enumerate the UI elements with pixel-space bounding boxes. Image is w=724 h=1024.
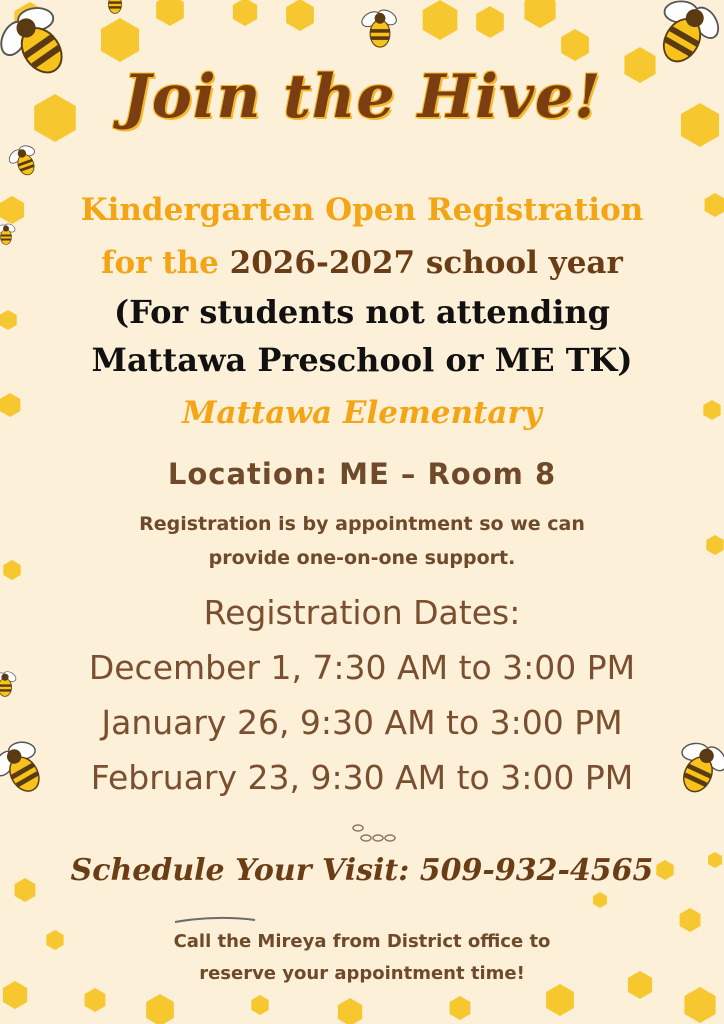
registration-date: December 1, 7:30 AM to 3:00 PM [88, 648, 636, 687]
subtitle-school-year [0, 245, 724, 281]
location-text: Location: ME – Room 8 [167, 457, 557, 491]
divider-stroke [175, 918, 255, 922]
appointment-note-line-1: Registration is by appointment so we can [139, 513, 585, 535]
eligibility-line-2: Mattawa Preschool or ME TK) [91, 341, 633, 379]
subtitle-year: 2026-2027 school year [229, 245, 623, 281]
subtitle-prefix: for the [101, 245, 219, 281]
registration-date: January 26, 9:30 AM to 3:00 PM [101, 703, 623, 742]
appointment-note-line-2: provide one-on-one support. [208, 547, 516, 569]
bubble-dots-decoration [353, 825, 395, 841]
schedule-phone-line: Schedule Your Visit: 509-932-4565 [70, 853, 654, 888]
call-instructions-line-1: Call the Mireya from District office to [173, 931, 551, 952]
call-instructions-line-2: reserve your appointment time! [199, 963, 525, 984]
headline-title: Join the Hive! [122, 62, 602, 132]
dates-heading: Registration Dates: [203, 593, 521, 632]
school-name: Mattawa Elementary [182, 395, 542, 431]
subtitle-registration: Kindergarten Open Registration [80, 192, 644, 228]
eligibility-line-1: (For students not attending [113, 293, 611, 331]
registration-date: February 23, 9:30 AM to 3:00 PM [90, 758, 634, 797]
